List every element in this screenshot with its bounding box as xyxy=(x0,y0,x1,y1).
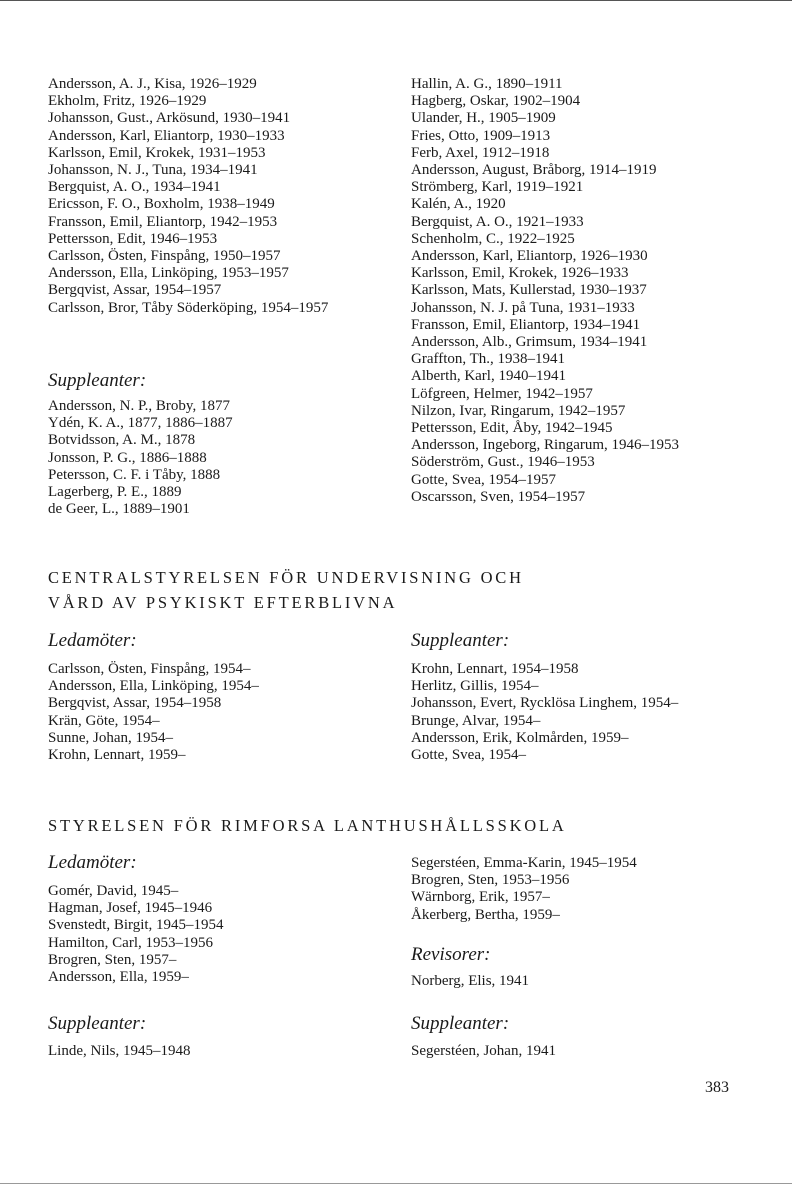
list-item: Andersson, Alb., Grimsum, 1934–1941 xyxy=(411,334,648,351)
list-item: de Geer, L., 1889–1901 xyxy=(48,501,190,518)
list-item: Brogren, Sten, 1953–1956 xyxy=(411,872,570,889)
list-item: Johansson, N. J. på Tuna, 1931–1933 xyxy=(411,299,635,316)
list-item: Hagberg, Oskar, 1902–1904 xyxy=(411,93,581,110)
list-item: Ydén, K. A., 1877, 1886–1887 xyxy=(48,415,233,432)
list-item: Hallin, A. G., 1890–1911 xyxy=(411,76,563,92)
section-title-centralstyrelsen-line1: CENTRALSTYRELSEN FÖR UNDERVISNING OCH xyxy=(48,568,524,587)
list-item: Brogren, Sten, 1957– xyxy=(48,951,177,968)
top-right-list xyxy=(411,76,679,506)
section-title-centralstyrelsen-line2: VÅRD AV PSYKISKT EFTERBLIVNA xyxy=(48,593,398,612)
list-item: Svenstedt, Birgit, 1945–1954 xyxy=(48,917,224,934)
list-item: Norberg, Elis, 1941 xyxy=(411,973,530,989)
list-item: Krohn, Lennart, 1954–1958 xyxy=(411,661,579,677)
top-left-suppleanter-list xyxy=(48,398,233,518)
list-item: Carlsson, Östen, Finspång, 1954– xyxy=(48,661,251,677)
list-item: Andersson, Karl, Eliantorp, 1930–1933 xyxy=(48,127,285,144)
list-item: Carlsson, Bror, Tåby Söderköping, 1954–1957 xyxy=(48,299,329,316)
list-item: Kalén, A., 1920 xyxy=(411,196,506,213)
list-item: Lagerberg, P. E., 1889 xyxy=(48,484,182,501)
list-item: Bergquist, A. O., 1921–1933 xyxy=(411,213,584,230)
list-item: Gomér, David, 1945– xyxy=(48,883,179,899)
list-item: Graffton, Th., 1938–1941 xyxy=(411,351,566,368)
list-item: Karlsson, Mats, Kullerstad, 1930–1937 xyxy=(411,282,647,299)
top-left-list xyxy=(48,76,328,317)
list-item: Gotte, Svea, 1954–1957 xyxy=(411,471,556,488)
section1-suppleanter-list xyxy=(411,661,678,764)
list-item: Oscarsson, Sven, 1954–1957 xyxy=(411,488,586,505)
list-item: Andersson, N. P., Broby, 1877 xyxy=(48,398,230,414)
list-item: Strömberg, Karl, 1919–1921 xyxy=(411,179,584,196)
list-item: Karlsson, Emil, Krokek, 1931–1953 xyxy=(48,144,266,161)
section2-ledamoter-list xyxy=(48,883,224,986)
list-item: Pettersson, Edit, Åby, 1942–1945 xyxy=(411,420,613,437)
page-number: 383 xyxy=(705,1079,729,1096)
list-item: Bergqvist, Assar, 1954–1958 xyxy=(48,695,222,712)
list-item: Ferb, Axel, 1912–1918 xyxy=(411,144,550,161)
list-item: Segerstéen, Johan, 1941 xyxy=(411,1043,556,1059)
suppleanter-heading-section1: Suppleanter: xyxy=(411,630,510,651)
list-item: Linde, Nils, 1945–1948 xyxy=(48,1043,191,1059)
list-item: Carlsson, Östen, Finspång, 1950–1957 xyxy=(48,248,281,265)
list-item: Ericsson, F. O., Boxholm, 1938–1949 xyxy=(48,196,275,213)
revisorer-heading: Revisorer: xyxy=(411,944,491,965)
list-item: Åkerberg, Bertha, 1959– xyxy=(411,906,560,923)
section1-ledamoter-list xyxy=(48,661,259,764)
list-item: Pettersson, Edit, 1946–1953 xyxy=(48,230,218,247)
list-item: Andersson, A. J., Kisa, 1926–1929 xyxy=(48,76,257,92)
section-title-rimforsa: STYRELSEN FÖR RIMFORSA LANTHUSHÅLLSSKOLA xyxy=(48,816,567,835)
list-item: Fransson, Emil, Eliantorp, 1942–1953 xyxy=(48,213,278,230)
list-item: Karlsson, Emil, Krokek, 1926–1933 xyxy=(411,265,629,282)
suppleanter-heading-section2-right: Suppleanter: xyxy=(411,1013,510,1034)
list-item: Fries, Otto, 1909–1913 xyxy=(411,127,551,144)
section2-right-list xyxy=(411,855,637,924)
list-item: Bergqvist, Assar, 1954–1957 xyxy=(48,282,222,299)
list-item: Nilzon, Ivar, Ringarum, 1942–1957 xyxy=(411,402,626,419)
suppleanter-heading-top-left: Suppleanter: xyxy=(48,370,147,391)
list-item: Andersson, Ella, Linköping, 1954– xyxy=(48,678,259,695)
list-item: Andersson, Ingeborg, Ringarum, 1946–1953 xyxy=(411,437,680,454)
list-item: Schenholm, C., 1922–1925 xyxy=(411,230,575,247)
ledamoter-heading-section1: Ledamöter: xyxy=(48,630,137,651)
list-item: Söderström, Gust., 1946–1953 xyxy=(411,454,595,471)
ledamoter-heading-section2: Ledamöter: xyxy=(48,852,137,873)
list-item: Hagman, Josef, 1945–1946 xyxy=(48,900,213,917)
list-item: Fransson, Emil, Eliantorp, 1934–1941 xyxy=(411,316,641,333)
list-item: Brunge, Alvar, 1954– xyxy=(411,712,541,729)
list-item: Andersson, August, Bråborg, 1914–1919 xyxy=(411,162,657,179)
list-item: Segerstéen, Emma-Karin, 1945–1954 xyxy=(411,855,637,871)
list-item: Wärnborg, Erik, 1957– xyxy=(411,889,550,906)
list-item: Johansson, Evert, Rycklösa Linghem, 1954– xyxy=(411,695,679,712)
list-item: Botvidsson, A. M., 1878 xyxy=(48,432,196,449)
list-item: Sunne, Johan, 1954– xyxy=(48,729,173,746)
list-item: Andersson, Ella, Linköping, 1953–1957 xyxy=(48,265,289,282)
list-item: Johansson, Gust., Arkösund, 1930–1941 xyxy=(48,110,291,127)
list-item: Gotte, Svea, 1954– xyxy=(411,747,526,764)
list-item: Krohn, Lennart, 1959– xyxy=(48,747,186,764)
list-item: Bergquist, A. O., 1934–1941 xyxy=(48,179,221,196)
list-item: Ekholm, Fritz, 1926–1929 xyxy=(48,93,207,110)
list-item: Löfgreen, Helmer, 1942–1957 xyxy=(411,385,593,402)
list-item: Andersson, Karl, Eliantorp, 1926–1930 xyxy=(411,248,648,265)
list-item: Andersson, Ella, 1959– xyxy=(48,969,189,986)
list-item: Andersson, Erik, Kolmården, 1959– xyxy=(411,729,629,746)
list-item: Johansson, N. J., Tuna, 1934–1941 xyxy=(48,162,258,179)
revisorer-list xyxy=(411,973,529,990)
suppleanter-heading-section2-left: Suppleanter: xyxy=(48,1013,147,1034)
section2-suppleanter-left-list xyxy=(48,1043,191,1060)
list-item: Herlitz, Gillis, 1954– xyxy=(411,678,539,695)
list-item: Petersson, C. F. i Tåby, 1888 xyxy=(48,466,221,483)
list-item: Hamilton, Carl, 1953–1956 xyxy=(48,934,213,951)
list-item: Krän, Göte, 1954– xyxy=(48,712,160,729)
section2-suppleanter-right-list xyxy=(411,1043,556,1060)
list-item: Alberth, Karl, 1940–1941 xyxy=(411,368,566,385)
list-item: Ulander, H., 1905–1909 xyxy=(411,110,556,127)
list-item: Jonsson, P. G., 1886–1888 xyxy=(48,449,207,466)
